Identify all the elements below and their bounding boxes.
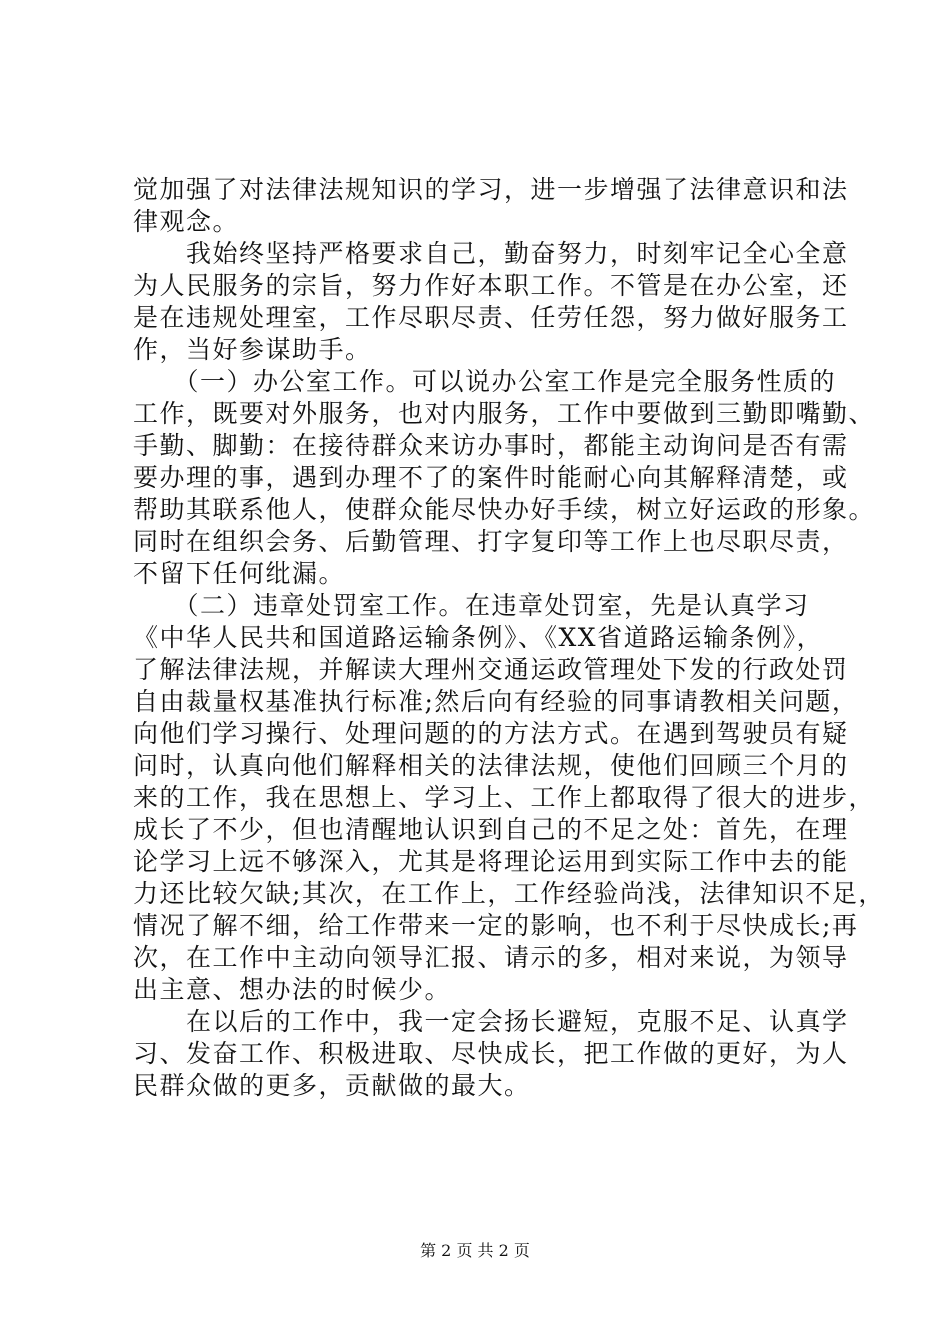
text-line: 在以后的工作中，我一定会扬长避短，克服不足、认真学 xyxy=(133,1007,849,1036)
text-line: 《中华人民共和国道路运输条例》、《XX省道路运输条例》， xyxy=(133,623,824,652)
text-line: 同时在组织会务、后勤管理、打字复印等工作上也尽职尽责， xyxy=(133,527,849,556)
text-line: 律观念。 xyxy=(133,207,240,236)
text-line: 是在违规处理室，工作尽职尽责、任劳任怨，努力做好服务工 xyxy=(133,303,849,332)
text-line: 要办理的事，遇到办理不了的案件时能耐心向其解释清楚，或 xyxy=(133,463,849,492)
text-line: 成长了不少，但也清醒地认识到自己的不足之处：首先，在理 xyxy=(133,815,849,844)
page-number-footer: 第 2 页 共 2 页 xyxy=(420,1241,530,1260)
text-line: 为人民服务的宗旨，努力作好本职工作。不管是在办公室，还 xyxy=(133,271,849,300)
text-line: 次，在工作中主动向领导汇报、请示的多，相对来说，为领导 xyxy=(133,943,849,972)
text-line: 了解法律法规，并解读大理州交通运政管理处下发的行政处罚 xyxy=(133,655,849,684)
text-line: 习、发奋工作、积极进取、尽快成长，把工作做的更好，为人 xyxy=(133,1039,849,1068)
text-line: 不留下任何纰漏。 xyxy=(133,559,346,588)
text-line: （二）违章处罚室工作。在违章处罚室，先是认真学习 xyxy=(133,591,810,620)
text-line: 力还比较欠缺;其次，在工作上，工作经验尚浅，法律知识不足， xyxy=(133,879,885,908)
text-line: 出主意、想办法的时候少。 xyxy=(133,975,452,1004)
text-line: 论学习上远不够深入，尤其是将理论运用到实际工作中去的能 xyxy=(133,847,849,876)
text-line: 民群众做的更多，贡献做的最大。 xyxy=(133,1071,531,1100)
text-line: 来的工作，我在思想上、学习上、工作上都取得了很大的进步， xyxy=(133,783,876,812)
text-line: 帮助其联系他人，使群众能尽快办好手续，树立好运政的形象。 xyxy=(133,495,876,524)
text-line: 自由裁量权基准执行标准;然后向有经验的同事请教相关问题， xyxy=(133,687,859,716)
text-line: （一）办公室工作。可以说办公室工作是完全服务性质的 xyxy=(133,367,837,396)
text-line: 情况了解不细，给工作带来一定的影响，也不利于尽快成长;再 xyxy=(133,911,859,940)
text-line: 我始终坚持严格要求自己，勤奋努力，时刻牢记全心全意 xyxy=(133,239,849,268)
text-line: 向他们学习操行、处理问题的的方法方式。在遇到驾驶员有疑 xyxy=(133,719,849,748)
text-line: 问时，认真向他们解释相关的法律法规，使他们回顾三个月的 xyxy=(133,751,849,780)
text-line: 手勤、脚勤：在接待群众来访办事时，都能主动询问是否有需 xyxy=(133,431,849,460)
text-line: 作，当好参谋助手。 xyxy=(133,335,372,364)
text-line: 觉加强了对法律法规知识的学习，进一步增强了法律意识和法 xyxy=(133,175,849,204)
text-line: 工作，既要对外服务，也对内服务，工作中要做到三勤即嘴勤、 xyxy=(133,399,876,428)
document-body xyxy=(133,174,885,1102)
